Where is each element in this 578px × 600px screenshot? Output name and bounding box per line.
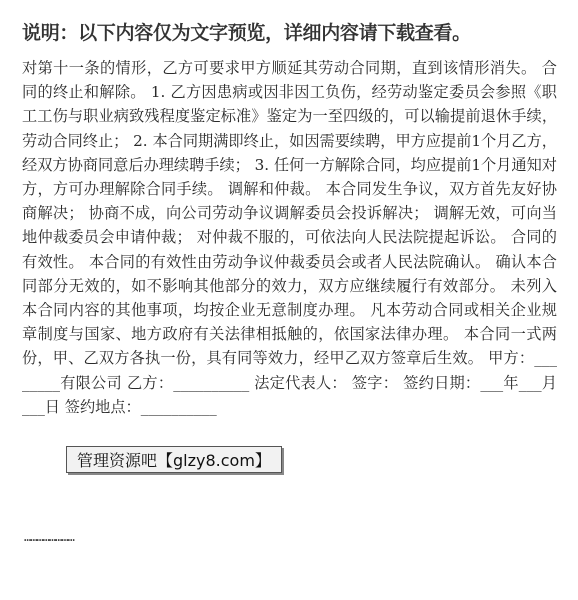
document-body: 对第十一条的情形，乙方可要求甲方顺延其劳动合同期，直到该情形消失。 合同的终止和解除。 1. 乙方因患病或因非因工负伤，经劳动鉴定委员会参照《职工工伤与职业病致残程度鉴定标准》鉴定为一至四级的，可以输提前退休手续，劳动合同终止； 2. 本合同期满即终止，如因需要续聘，甲方应提前1个月乙方，经双方协商同意后办理续聘手续； 3. 任何一方解除合同，均应提前1个月通知对方，方可办理解除合同手续。 调解和仲裁。 本合同发生争议，双方首先友好协商解决； 协商不成，向公司劳动争议调解委员会投诉解决； 调解无效，可向当地仲裁委员会申请仲裁； 对仲裁不服的，可依法向人民法院提起诉讼。 合同的有效性。 本合同的有效性由劳动争议仲裁委员会或者人民法院确认。 确认本合同部分无效的，如不影响其他部分的效力，双方应继续履行有效部分。 未列入本合同内容的其他事项，均按企业无意制度办理。 凡本劳动合同或相关企业规章制度与国家、地方政府有关法律相抵触的，依国家法律办理。 本合同一式两份，甲、乙双方各执一份，具有同等效力，经甲乙双方签章后生效。 甲方：________有限公司 乙方：__________ 法定代表人： 签字： 签约日期：___年___月___日 签约地点：__________ — [22, 59, 557, 416]
truncation-ellipsis: …………………… — [24, 530, 74, 544]
site-watermark: 管理资源吧【glzy8.com】 — [66, 446, 282, 473]
preview-notice: 说明：以下内容仅为文字预览，详细内容请下载查看。 — [22, 22, 471, 44]
